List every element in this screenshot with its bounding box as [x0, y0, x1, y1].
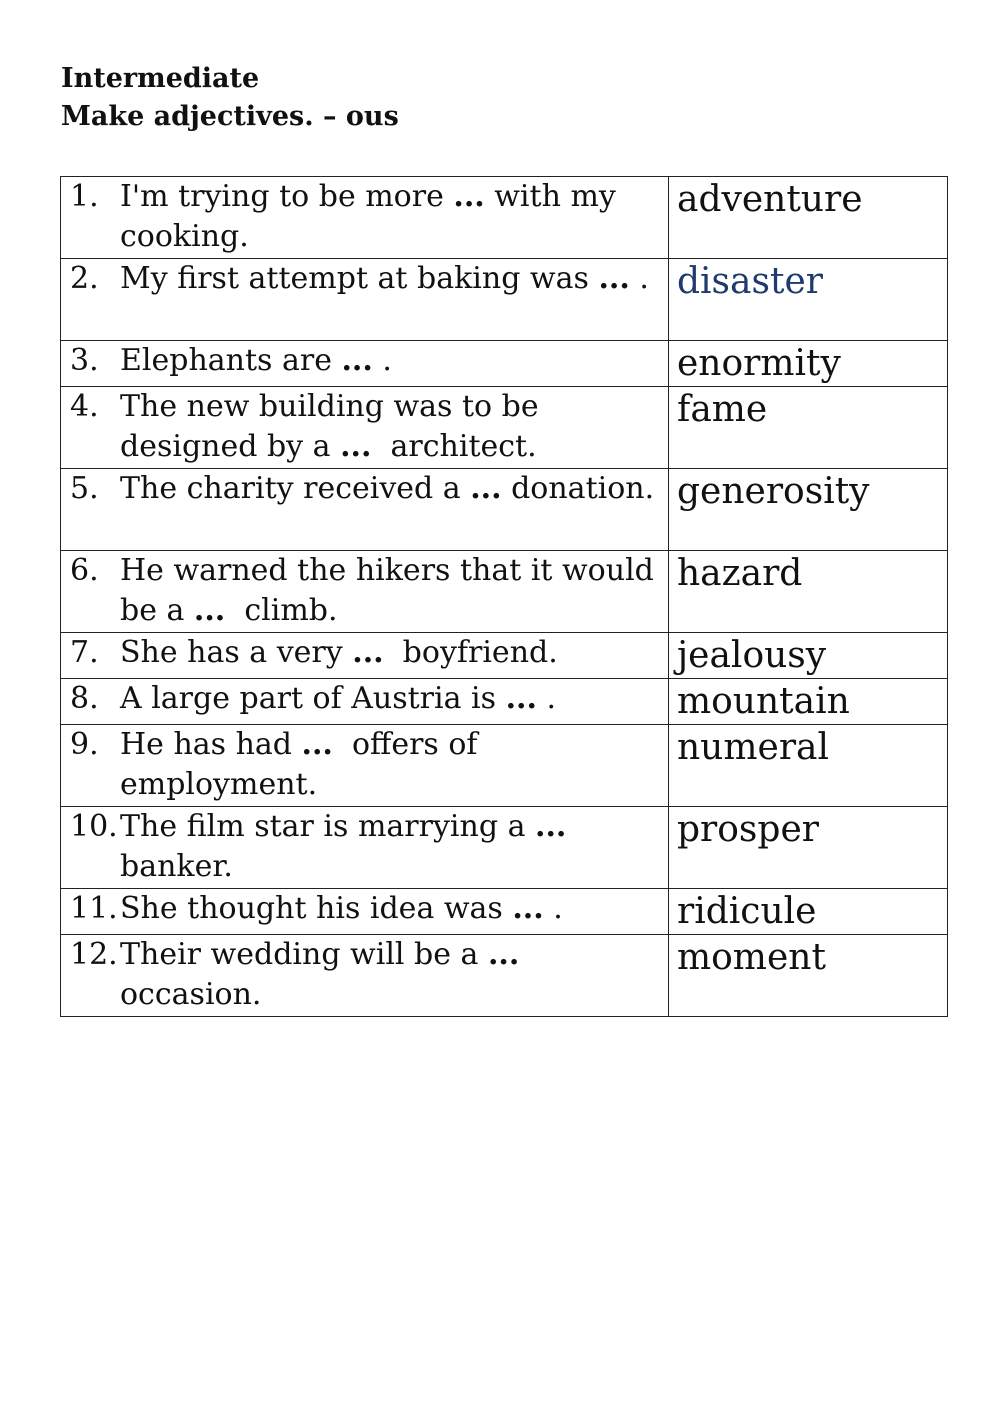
- sentence-text: I'm trying to be more ... with my cooking.: [120, 179, 626, 254]
- sentence-text: My first attempt at baking was ... .: [120, 261, 649, 296]
- base-word-cell: [669, 259, 948, 341]
- base-word-cell: [669, 679, 948, 725]
- blank-dots: ...: [340, 429, 372, 464]
- item-number: 7.: [70, 635, 99, 670]
- base-word: prosper: [677, 809, 819, 850]
- sentence-text: The film star is marrying a ... banker.: [120, 809, 576, 884]
- sentence-cell: [61, 341, 669, 387]
- sentence-cell: [61, 469, 669, 551]
- base-word: generosity: [677, 471, 870, 512]
- sentence-cell: [61, 679, 669, 725]
- table-row: [61, 935, 948, 1017]
- sentence-text: She has a very ... boyfriend.: [120, 635, 558, 670]
- base-word-cell: [669, 807, 948, 889]
- base-word-cell: [669, 469, 948, 551]
- item-number: 4.: [70, 389, 99, 424]
- instruction-title: Make adjectives. – ous: [61, 101, 399, 132]
- base-word-cell: [669, 935, 948, 1017]
- item-number: 11.: [70, 891, 118, 926]
- sentence-text: He has had ... offers of employment.: [120, 727, 488, 802]
- sentence-text: He warned the hikers that it would be a ... climb.: [120, 553, 664, 628]
- base-word: jealousy: [677, 635, 827, 676]
- blank-dots: ...: [301, 727, 333, 762]
- base-word: hazard: [677, 553, 803, 594]
- base-word-cell: [669, 633, 948, 679]
- base-word-cell: [669, 387, 948, 469]
- level-title: Intermediate: [61, 63, 260, 94]
- exercise-table: [60, 176, 948, 1017]
- blank-dots: ...: [512, 891, 544, 926]
- sentence-cell: [61, 807, 669, 889]
- sentence-text: The new building was to be designed by a ... architect.: [120, 389, 549, 464]
- sentence-cell: [61, 177, 669, 259]
- sentence-text: She thought his idea was ... .: [120, 891, 563, 926]
- table-row: [61, 469, 948, 551]
- blank-dots: ...: [535, 809, 567, 844]
- item-number: 12.: [70, 937, 118, 972]
- sentence-text: Their wedding will be a ... occasion.: [120, 937, 529, 1012]
- blank-dots: ...: [341, 343, 373, 378]
- base-word-cell: [669, 177, 948, 259]
- base-word: moment: [677, 937, 826, 978]
- blank-dots: ...: [352, 635, 384, 670]
- item-number: 2.: [70, 261, 99, 296]
- item-number: 10.: [70, 809, 118, 844]
- blank-dots: ...: [470, 471, 502, 506]
- sentence-cell: [61, 935, 669, 1017]
- sentence-cell: [61, 387, 669, 469]
- blank-dots: ...: [193, 593, 226, 628]
- table-row: [61, 889, 948, 935]
- item-number: 5.: [70, 471, 99, 506]
- table-row: [61, 807, 948, 889]
- table-row: [61, 551, 948, 633]
- worksheet-heading: [61, 60, 399, 136]
- sentence-text: Elephants are ... .: [120, 343, 392, 378]
- sentence-text: A large part of Austria is ... .: [120, 681, 556, 716]
- table-row: [61, 177, 948, 259]
- sentence-cell: [61, 551, 669, 633]
- table-row: [61, 387, 948, 469]
- base-word: enormity: [677, 343, 841, 384]
- base-word: numeral: [677, 727, 829, 768]
- sentence-cell: [61, 725, 669, 807]
- blank-dots: ...: [598, 261, 630, 296]
- base-word-cell: [669, 551, 948, 633]
- table-row: [61, 633, 948, 679]
- base-word-cell: [669, 889, 948, 935]
- base-word: disaster: [677, 261, 823, 302]
- table-row: [61, 259, 948, 341]
- sentence-cell: [61, 259, 669, 341]
- blank-dots: ...: [487, 937, 520, 972]
- table-row: [61, 679, 948, 725]
- item-number: 8.: [70, 681, 99, 716]
- item-number: 3.: [70, 343, 99, 378]
- table-row: [61, 341, 948, 387]
- blank-dots: ...: [453, 179, 485, 214]
- base-word-cell: [669, 341, 948, 387]
- base-word: mountain: [677, 681, 850, 722]
- base-word-cell: [669, 725, 948, 807]
- item-number: 9.: [70, 727, 99, 762]
- base-word: fame: [677, 389, 768, 430]
- sentence-text: The charity received a ... donation.: [120, 471, 655, 506]
- item-number: 1.: [70, 179, 99, 214]
- table-row: [61, 725, 948, 807]
- sentence-cell: [61, 889, 669, 935]
- blank-dots: ...: [505, 681, 537, 716]
- sentence-cell: [61, 633, 669, 679]
- item-number: 6.: [70, 553, 99, 588]
- base-word: adventure: [677, 179, 863, 220]
- base-word: ridicule: [677, 891, 817, 932]
